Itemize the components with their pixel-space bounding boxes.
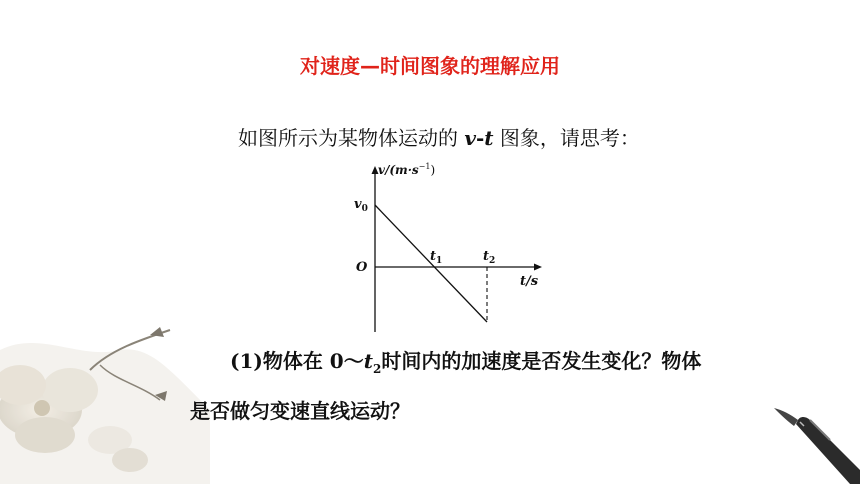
intro-var-t: t — [484, 126, 494, 150]
y-axis-label: $v/(m\cdot s^{-1})$ — [378, 162, 436, 177]
origin-label: O — [356, 260, 368, 275]
brush-pen-icon — [770, 400, 860, 484]
t1-label: $t_1$ — [430, 249, 443, 266]
intro-dash: - — [475, 126, 485, 150]
question-1-line-2: 是否做匀变速直线运动？ — [190, 399, 410, 423]
v0-label: $v_0$ — [354, 197, 368, 214]
vt-graph — [340, 160, 550, 335]
intro-before: 如图所示为某物体运动的 — [238, 126, 458, 150]
intro-var-v: v — [464, 126, 476, 150]
slide-title: 对速度—时间图象的理解应用 — [300, 54, 560, 78]
x-axis-arrow-icon — [534, 264, 542, 271]
x-axis-label: t/s — [520, 274, 539, 289]
intro-text — [238, 122, 640, 151]
intro-after: 图象，请思考： — [499, 126, 640, 150]
question-1-line-1: (1)物体在 $0\sim t_2$时间内的加速度是否发生变化？物体 — [230, 349, 702, 376]
flower-decoration-icon — [0, 290, 210, 484]
question-1 — [190, 340, 790, 432]
t2-label: $t_2$ — [483, 249, 496, 266]
